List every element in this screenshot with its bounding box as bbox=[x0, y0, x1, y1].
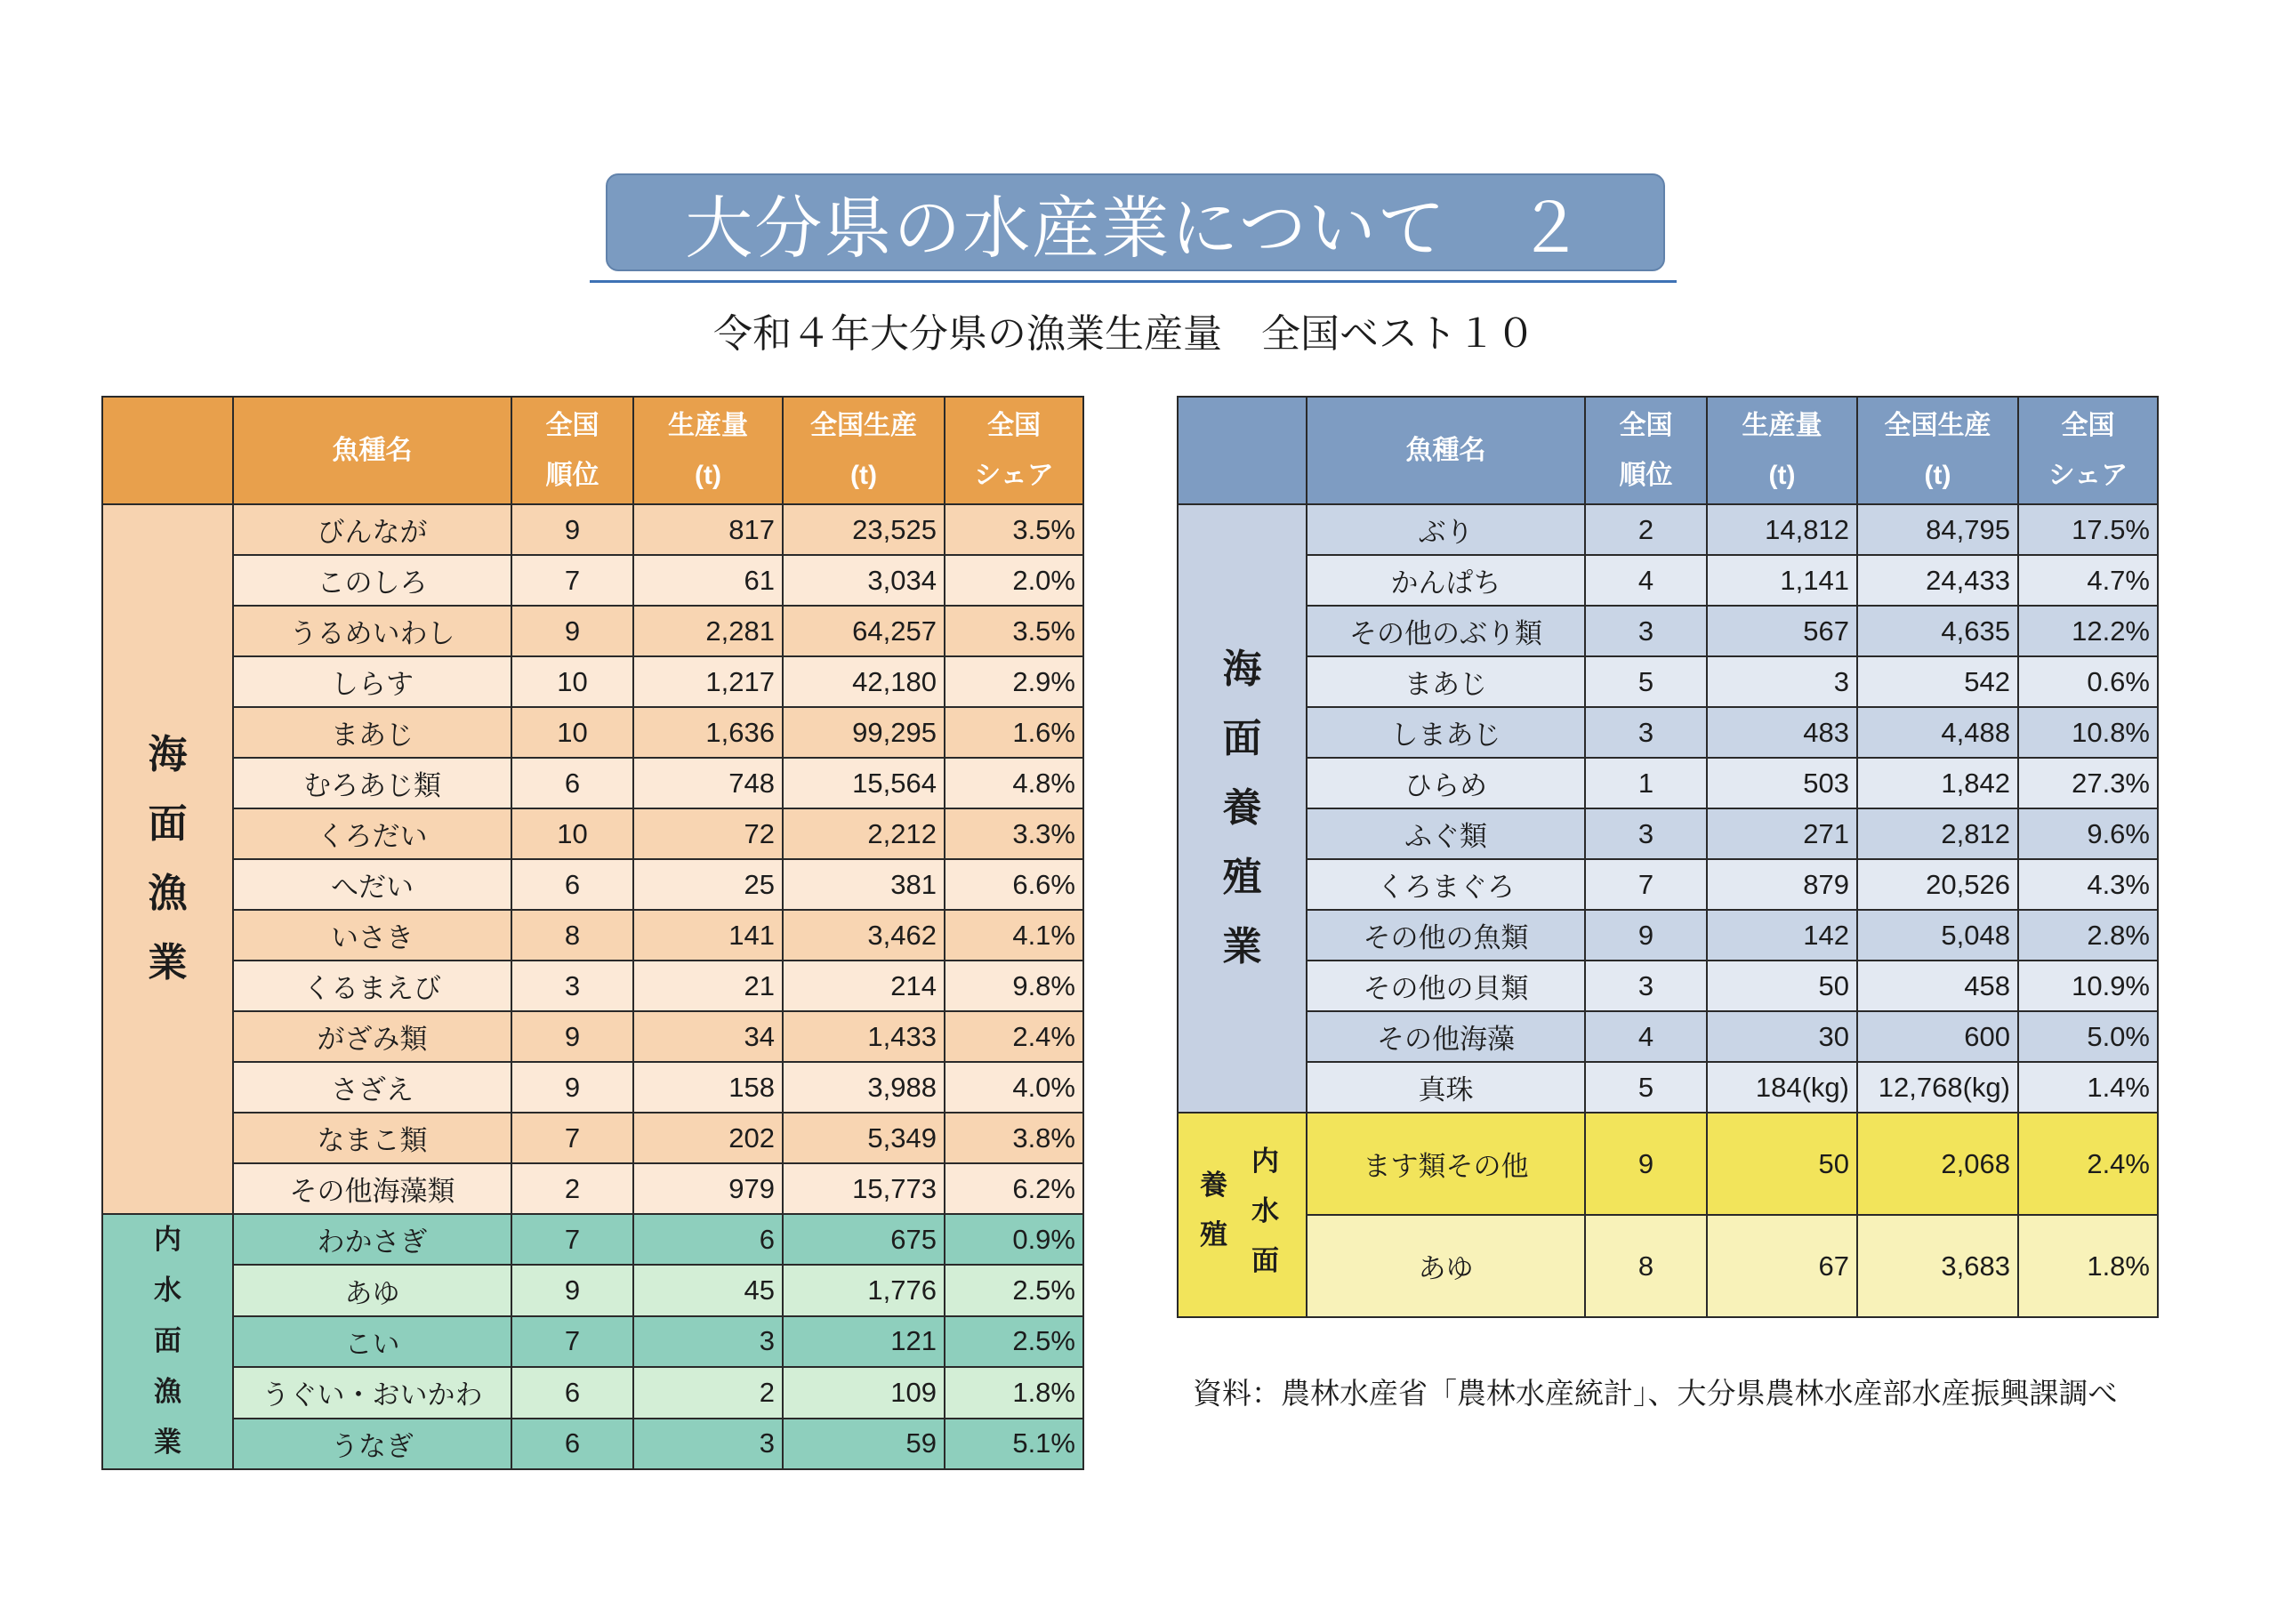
share-cell: 2.4% bbox=[2018, 1113, 2158, 1215]
rank-cell: 3 bbox=[1585, 808, 1707, 859]
production-cell: 879 bbox=[1707, 859, 1857, 910]
share-cell: 2.8% bbox=[2018, 910, 2158, 961]
rank-cell: 6 bbox=[511, 1419, 633, 1469]
production-cell: 158 bbox=[633, 1062, 783, 1113]
national-production-cell: 24,433 bbox=[1857, 555, 2018, 606]
share-cell: 10.9% bbox=[2018, 961, 2158, 1011]
species-cell: へだい bbox=[233, 859, 511, 910]
national-production-cell: 59 bbox=[783, 1419, 945, 1469]
rank-cell: 6 bbox=[511, 1367, 633, 1418]
national-production-cell: 2,212 bbox=[783, 808, 945, 859]
table-row bbox=[102, 1163, 1083, 1214]
national-production-cell: 4,635 bbox=[1857, 606, 2018, 656]
species-cell: わかさぎ bbox=[233, 1214, 511, 1265]
production-cell: 3 bbox=[633, 1419, 783, 1469]
national-production-cell: 3,683 bbox=[1857, 1215, 2018, 1317]
rank-cell: 9 bbox=[511, 1011, 633, 1062]
species-cell: むろあじ類 bbox=[233, 758, 511, 808]
national-production-cell: 542 bbox=[1857, 656, 2018, 707]
national-production-cell: 458 bbox=[1857, 961, 2018, 1011]
header-national-production: 全国生産 (t) bbox=[1857, 397, 2018, 504]
table-row bbox=[1178, 758, 2158, 808]
header-national-production: 全国生産 (t) bbox=[783, 397, 945, 504]
table-row bbox=[102, 1367, 1083, 1418]
production-cell: 817 bbox=[633, 504, 783, 555]
rank-cell: 5 bbox=[1585, 656, 1707, 707]
species-cell: ふぐ類 bbox=[1307, 808, 1585, 859]
category-label-part: 養殖 bbox=[1200, 1170, 1227, 1251]
national-production-cell: 3,988 bbox=[783, 1062, 945, 1113]
share-cell: 2.9% bbox=[945, 656, 1083, 707]
table-row bbox=[1178, 1062, 2158, 1113]
production-cell: 3 bbox=[633, 1316, 783, 1367]
production-cell: 25 bbox=[633, 859, 783, 910]
share-cell: 0.6% bbox=[2018, 656, 2158, 707]
national-production-cell: 214 bbox=[783, 961, 945, 1011]
fishery-table-body bbox=[102, 504, 1083, 1469]
table-row bbox=[102, 1062, 1083, 1113]
share-cell: 2.5% bbox=[945, 1265, 1083, 1315]
production-cell: 6 bbox=[633, 1214, 783, 1265]
national-production-cell: 675 bbox=[783, 1214, 945, 1265]
species-cell: しまあじ bbox=[1307, 707, 1585, 758]
category-label-box bbox=[1179, 1113, 1306, 1316]
rank-cell: 4 bbox=[1585, 555, 1707, 606]
rank-cell: 8 bbox=[1585, 1215, 1707, 1317]
species-cell: しらす bbox=[233, 656, 511, 707]
rank-cell: 4 bbox=[1585, 1011, 1707, 1062]
species-cell: くるまえび bbox=[233, 961, 511, 1011]
table-row bbox=[102, 961, 1083, 1011]
table-row bbox=[102, 1316, 1083, 1367]
production-cell: 748 bbox=[633, 758, 783, 808]
table-row bbox=[102, 758, 1083, 808]
aquaculture-table-body bbox=[1178, 504, 2158, 1317]
production-cell: 3 bbox=[1707, 656, 1857, 707]
rank-cell: 9 bbox=[511, 1062, 633, 1113]
fishery-table bbox=[101, 396, 1084, 1470]
species-cell: くろまぐろ bbox=[1307, 859, 1585, 910]
species-cell: うぐい・おいかわ bbox=[233, 1367, 511, 1418]
species-cell: なまこ類 bbox=[233, 1113, 511, 1163]
species-cell: まあじ bbox=[233, 707, 511, 758]
table-row bbox=[102, 859, 1083, 910]
table-row bbox=[102, 1214, 1083, 1265]
share-cell: 9.8% bbox=[945, 961, 1083, 1011]
rank-cell: 7 bbox=[511, 1113, 633, 1163]
header-share: 全国 シェア bbox=[2018, 397, 2158, 504]
share-cell: 10.8% bbox=[2018, 707, 2158, 758]
rank-cell: 1 bbox=[1585, 758, 1707, 808]
species-cell: さざえ bbox=[233, 1062, 511, 1113]
aquaculture-table bbox=[1177, 396, 2159, 1318]
page-subtitle: 令和４年大分県の漁業生産量 全国ベスト１０ bbox=[713, 311, 1535, 357]
header-species: 魚種名 bbox=[233, 397, 511, 504]
share-cell: 5.1% bbox=[945, 1419, 1083, 1469]
table-row bbox=[102, 808, 1083, 859]
species-cell: 真珠 bbox=[1307, 1062, 1585, 1113]
national-production-cell: 23,525 bbox=[783, 504, 945, 555]
share-cell: 1.8% bbox=[2018, 1215, 2158, 1317]
rank-cell: 7 bbox=[511, 1316, 633, 1367]
share-cell: 1.4% bbox=[2018, 1062, 2158, 1113]
rank-cell: 9 bbox=[511, 1265, 633, 1315]
header-category-cell bbox=[102, 397, 233, 504]
share-cell: 2.0% bbox=[945, 555, 1083, 606]
share-cell: 3.5% bbox=[945, 606, 1083, 656]
header-production: 生産量 (t) bbox=[633, 397, 783, 504]
header-row bbox=[102, 397, 1083, 504]
share-cell: 2.5% bbox=[945, 1316, 1083, 1367]
production-cell: 184(kg) bbox=[1707, 1062, 1857, 1113]
sea-aquaculture-label-cell bbox=[1178, 504, 1307, 1113]
species-cell: いさき bbox=[233, 910, 511, 961]
national-production-cell: 109 bbox=[783, 1367, 945, 1418]
share-cell: 3.8% bbox=[945, 1113, 1083, 1163]
species-cell: うなぎ bbox=[233, 1419, 511, 1469]
category-label: 内水面漁業 bbox=[154, 1224, 181, 1459]
rank-cell: 7 bbox=[511, 555, 633, 606]
production-cell: 45 bbox=[633, 1265, 783, 1315]
production-cell: 483 bbox=[1707, 707, 1857, 758]
share-cell: 4.0% bbox=[945, 1062, 1083, 1113]
species-cell: その他の貝類 bbox=[1307, 961, 1585, 1011]
production-cell: 67 bbox=[1707, 1215, 1857, 1317]
share-cell: 1.6% bbox=[945, 707, 1083, 758]
production-cell: 21 bbox=[633, 961, 783, 1011]
table-row bbox=[102, 1419, 1083, 1469]
rank-cell: 7 bbox=[1585, 859, 1707, 910]
inland-aquaculture-label-cell bbox=[1178, 1113, 1307, 1317]
national-production-cell: 5,048 bbox=[1857, 910, 2018, 961]
species-cell: びんなが bbox=[233, 504, 511, 555]
table-row bbox=[102, 656, 1083, 707]
table-row bbox=[1178, 707, 2158, 758]
share-cell: 2.4% bbox=[945, 1011, 1083, 1062]
species-cell: こい bbox=[233, 1316, 511, 1367]
species-cell: くろだい bbox=[233, 808, 511, 859]
header-production: 生産量 (t) bbox=[1707, 397, 1857, 504]
production-cell: 30 bbox=[1707, 1011, 1857, 1062]
national-production-cell: 12,768(kg) bbox=[1857, 1062, 2018, 1113]
share-cell: 4.8% bbox=[945, 758, 1083, 808]
national-production-cell: 3,034 bbox=[783, 555, 945, 606]
production-cell: 2,281 bbox=[633, 606, 783, 656]
rank-cell: 9 bbox=[511, 606, 633, 656]
national-production-cell: 42,180 bbox=[783, 656, 945, 707]
production-cell: 503 bbox=[1707, 758, 1857, 808]
share-cell: 0.9% bbox=[945, 1214, 1083, 1265]
header-category-cell bbox=[1178, 397, 1307, 504]
production-cell: 567 bbox=[1707, 606, 1857, 656]
header-share: 全国 シェア bbox=[945, 397, 1083, 504]
national-production-cell: 4,488 bbox=[1857, 707, 2018, 758]
production-cell: 34 bbox=[633, 1011, 783, 1062]
rank-cell: 5 bbox=[1585, 1062, 1707, 1113]
rank-cell: 6 bbox=[511, 758, 633, 808]
national-production-cell: 15,773 bbox=[783, 1163, 945, 1214]
national-production-cell: 2,812 bbox=[1857, 808, 2018, 859]
table-row bbox=[102, 1265, 1083, 1315]
sea-fishery-label-cell bbox=[102, 504, 233, 1214]
header-row bbox=[1178, 397, 2158, 504]
table-row bbox=[1178, 606, 2158, 656]
table-row bbox=[1178, 1011, 2158, 1062]
share-cell: 4.7% bbox=[2018, 555, 2158, 606]
share-cell: 1.8% bbox=[945, 1367, 1083, 1418]
national-production-cell: 1,433 bbox=[783, 1011, 945, 1062]
header-rank: 全国 順位 bbox=[1585, 397, 1707, 504]
production-cell: 72 bbox=[633, 808, 783, 859]
species-cell: まあじ bbox=[1307, 656, 1585, 707]
share-cell: 6.2% bbox=[945, 1163, 1083, 1214]
table-row bbox=[102, 707, 1083, 758]
production-cell: 2 bbox=[633, 1367, 783, 1418]
rank-cell: 8 bbox=[511, 910, 633, 961]
inland-fishery-label-cell bbox=[102, 1214, 233, 1469]
table-row bbox=[1178, 1113, 2158, 1215]
national-production-cell: 99,295 bbox=[783, 707, 945, 758]
rank-cell: 3 bbox=[511, 961, 633, 1011]
national-production-cell: 381 bbox=[783, 859, 945, 910]
production-cell: 202 bbox=[633, 1113, 783, 1163]
table-row bbox=[1178, 961, 2158, 1011]
rank-cell: 3 bbox=[1585, 707, 1707, 758]
table-row bbox=[1178, 859, 2158, 910]
table-row bbox=[1178, 808, 2158, 859]
production-cell: 50 bbox=[1707, 1113, 1857, 1215]
table-row bbox=[1178, 504, 2158, 555]
table-row bbox=[102, 910, 1083, 961]
category-label: 海面漁業 bbox=[148, 732, 188, 985]
table-row bbox=[102, 606, 1083, 656]
species-cell: その他海藻類 bbox=[233, 1163, 511, 1214]
title-underline bbox=[590, 280, 1677, 283]
share-cell: 5.0% bbox=[2018, 1011, 2158, 1062]
national-production-cell: 121 bbox=[783, 1316, 945, 1367]
national-production-cell: 1,842 bbox=[1857, 758, 2018, 808]
species-cell: その他海藻 bbox=[1307, 1011, 1585, 1062]
table-row bbox=[102, 1011, 1083, 1062]
species-cell: ます類その他 bbox=[1307, 1113, 1585, 1215]
share-cell: 9.6% bbox=[2018, 808, 2158, 859]
rank-cell: 2 bbox=[1585, 504, 1707, 555]
table-row bbox=[1178, 555, 2158, 606]
national-production-cell: 600 bbox=[1857, 1011, 2018, 1062]
production-cell: 141 bbox=[633, 910, 783, 961]
production-cell: 1,636 bbox=[633, 707, 783, 758]
share-cell: 4.3% bbox=[2018, 859, 2158, 910]
species-cell: ひらめ bbox=[1307, 758, 1585, 808]
rank-cell: 10 bbox=[511, 656, 633, 707]
species-cell: その他の魚類 bbox=[1307, 910, 1585, 961]
share-cell: 27.3% bbox=[2018, 758, 2158, 808]
production-cell: 1,217 bbox=[633, 656, 783, 707]
national-production-cell: 5,349 bbox=[783, 1113, 945, 1163]
rank-cell: 3 bbox=[1585, 961, 1707, 1011]
rank-cell: 9 bbox=[511, 504, 633, 555]
species-cell: あゆ bbox=[1307, 1215, 1585, 1317]
rank-cell: 9 bbox=[1585, 1113, 1707, 1215]
rank-cell: 3 bbox=[1585, 606, 1707, 656]
species-cell: このしろ bbox=[233, 555, 511, 606]
rank-cell: 7 bbox=[511, 1214, 633, 1265]
species-cell: がざみ類 bbox=[233, 1011, 511, 1062]
header-species: 魚種名 bbox=[1307, 397, 1585, 504]
national-production-cell: 3,462 bbox=[783, 910, 945, 961]
share-cell: 4.1% bbox=[945, 910, 1083, 961]
table-row bbox=[1178, 910, 2158, 961]
production-cell: 271 bbox=[1707, 808, 1857, 859]
share-cell: 6.6% bbox=[945, 859, 1083, 910]
table-row bbox=[1178, 656, 2158, 707]
table-row bbox=[102, 555, 1083, 606]
species-cell: うるめいわし bbox=[233, 606, 511, 656]
production-cell: 979 bbox=[633, 1163, 783, 1214]
rank-cell: 6 bbox=[511, 859, 633, 910]
national-production-cell: 1,776 bbox=[783, 1265, 945, 1315]
national-production-cell: 15,564 bbox=[783, 758, 945, 808]
national-production-cell: 84,795 bbox=[1857, 504, 2018, 555]
production-cell: 50 bbox=[1707, 961, 1857, 1011]
species-cell: かんぱち bbox=[1307, 555, 1585, 606]
table-row bbox=[102, 504, 1083, 555]
page-title: 大分県の水産業について ２ bbox=[685, 188, 1586, 268]
rank-cell: 10 bbox=[511, 808, 633, 859]
rank-cell: 2 bbox=[511, 1163, 633, 1214]
species-cell: あゆ bbox=[233, 1265, 511, 1315]
production-cell: 142 bbox=[1707, 910, 1857, 961]
production-cell: 14,812 bbox=[1707, 504, 1857, 555]
table-row bbox=[1178, 1215, 2158, 1317]
species-cell: ぶり bbox=[1307, 504, 1585, 555]
production-cell: 61 bbox=[633, 555, 783, 606]
rank-cell: 10 bbox=[511, 707, 633, 758]
page-title-box bbox=[606, 173, 1665, 271]
share-cell: 3.3% bbox=[945, 808, 1083, 859]
share-cell: 17.5% bbox=[2018, 504, 2158, 555]
production-cell: 1,141 bbox=[1707, 555, 1857, 606]
category-label-part: 内水面 bbox=[1251, 1146, 1279, 1277]
national-production-cell: 2,068 bbox=[1857, 1113, 2018, 1215]
species-cell: その他のぶり類 bbox=[1307, 606, 1585, 656]
category-label: 海面養殖業 bbox=[1222, 647, 1262, 969]
national-production-cell: 64,257 bbox=[783, 606, 945, 656]
national-production-cell: 20,526 bbox=[1857, 859, 2018, 910]
header-rank: 全国 順位 bbox=[511, 397, 633, 504]
share-cell: 12.2% bbox=[2018, 606, 2158, 656]
rank-cell: 9 bbox=[1585, 910, 1707, 961]
share-cell: 3.5% bbox=[945, 504, 1083, 555]
source-note: 資料：農林水産省「農林水産統計」、大分県農林水産部水産振興課調べ bbox=[1193, 1376, 2118, 1411]
table-row bbox=[102, 1113, 1083, 1163]
